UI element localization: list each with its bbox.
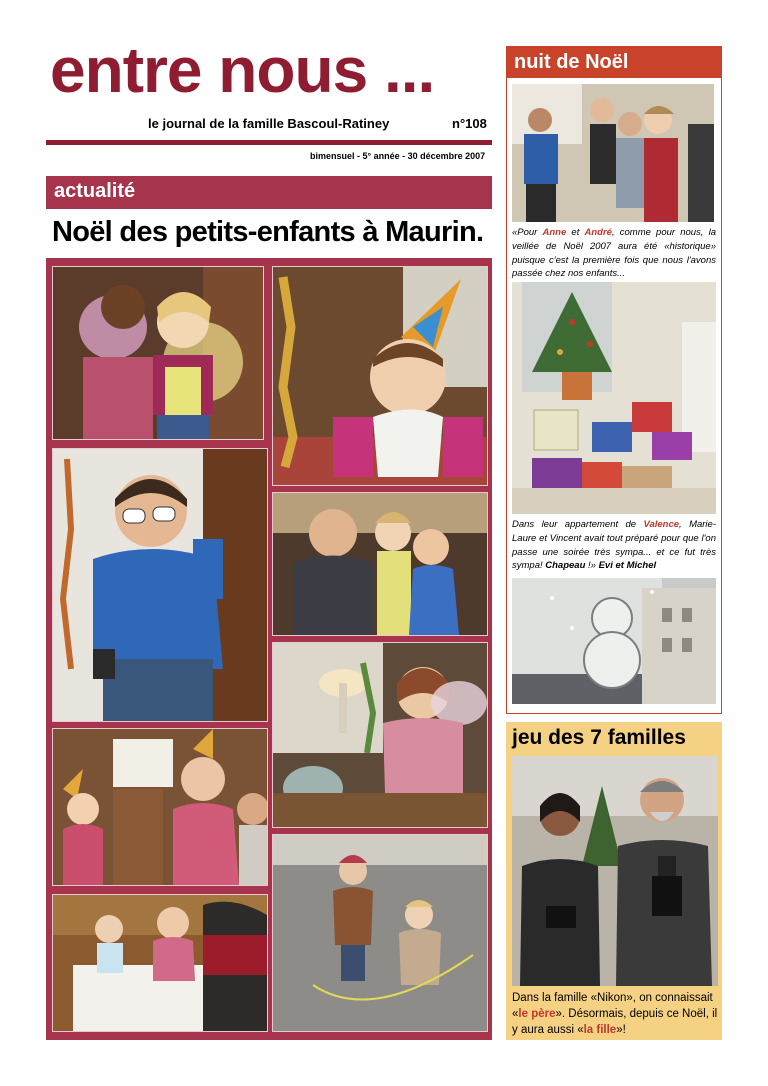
sidebar-header-label: nuit de Noël [514,51,629,73]
jeu-caption-pere: le père [518,1008,556,1021]
jeu-caption-text-2: ». Désormais, depuis ce Noël, il y aura aussi « [512,1008,718,1037]
caption2-text-1: Dans leur appartement de [512,519,644,530]
masthead-title: entre nous ... [50,34,435,106]
caption1-name-anne: Anne [542,227,567,238]
caption2-city: Valence [643,519,680,530]
photo-christmas-eve-group [512,84,714,222]
jeu-caption-fille: la fille [583,1024,617,1037]
sidebar-caption-1 [512,226,716,281]
photo-boy-sunglasses [52,448,268,722]
caption2-signature: Evi et Michel [598,560,657,572]
photo-outdoor-kids [272,834,488,1032]
caption1-name-andre: André [584,227,612,238]
photo-children-drawing [52,894,268,1032]
section-label: actualité [54,180,136,202]
photo-toddler-party-hat [272,266,488,486]
caption1-text-1: «Pour [512,227,543,238]
caption2-text-2: , Marie-Laure et Vincent avait tout préparé pour que l'on passe une soirée très sympa... et ce fut très sympa! [512,519,716,572]
photo-mosaic [46,258,492,1040]
sidebar-caption-2 [512,518,716,573]
photo-girls-table [52,728,268,886]
caption1-text-2: et [566,227,585,238]
photo-man-children [272,492,488,636]
caption2-chapeau: Chapeau [545,560,586,572]
jeu-caption-text-3: »! [616,1024,626,1037]
photo-girl-fishbowl [272,642,488,828]
photo-fairy-girls [52,266,264,440]
caption2-text-3: !» [585,560,599,572]
masthead-subtitle: le journal de la famille Bascoul-Ratiney [148,116,390,131]
jeu-caption-text-1: Dans la famille «Nikon», on connaissait « [512,992,713,1021]
issue-number: n°108 [452,116,487,131]
jeu-header-label: jeu des 7 familles [512,726,686,749]
caption1-text-3: , comme pour nous, la veillée de Noël 2007 aura été «historique» puisque c'est la première fois que nous l'avons passée chez nos enfants... [512,227,716,280]
photo-snowman-window [512,578,716,704]
masthead-rule [46,140,492,145]
dateline: bimensuel - 5° année - 30 décembre 2007 [310,151,486,161]
photo-christmas-tree-presents [512,282,716,514]
photo-nikon-family [512,756,718,986]
jeu-caption [512,990,718,1038]
article-headline: Noël des petits-enfants à Maurin. [52,216,484,248]
